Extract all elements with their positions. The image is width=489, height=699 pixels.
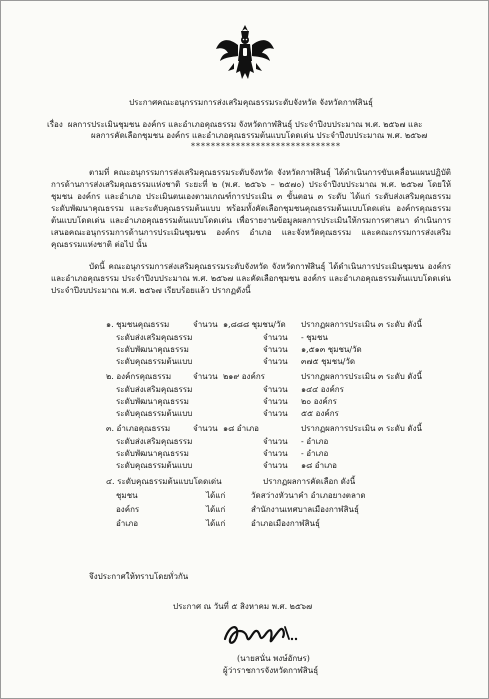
level-amount-label: จำนวน: [263, 461, 288, 470]
level-label: ระดับคุณธรรมต้นแบบ: [116, 409, 193, 418]
outstanding-value: อำเภอเมืองกาฬสินธุ์: [251, 519, 320, 528]
level-value: ๑๘ อำเภอ: [301, 461, 337, 470]
outstanding-value: สำนักงานเทศบาลเมืองกาฬสินธุ์: [251, 505, 359, 514]
result-text-2: ปรากฏผลการประเมิน ๓ ระดับ ดังนี้: [301, 372, 422, 381]
level-value: ๓๗๕ ชุมชน/วัด: [301, 357, 356, 366]
result-heading-3: ๓. อำเภอคุณธรรม: [106, 424, 171, 433]
level-label: ระดับส่งเสริมคุณธรรม: [116, 437, 193, 446]
level-label: ระดับส่งเสริมคุณธรรม: [116, 385, 193, 394]
subject-label: เรื่อง: [47, 120, 63, 129]
result-heading-1: ๑. ชุมชนคุณธรรม: [106, 320, 170, 329]
level-amount-label: จำนวน: [263, 449, 288, 458]
separator: ******************************: [191, 142, 341, 151]
closing-announce: จึงประกาศให้ทราบโดยทั่วกัน: [89, 572, 189, 581]
result-amount-label-2: จำนวน: [193, 372, 218, 381]
handwritten-signature-icon: [219, 617, 299, 651]
result-amount-1: ๑,๘๘๘ ชุมชน/วัด: [223, 320, 286, 329]
level-label: ระดับคุณธรรมต้นแบบ: [116, 461, 193, 470]
level-label: ระดับคุณธรรมต้นแบบ: [116, 357, 193, 366]
announcement-date: ประกาศ ณ วันที่ ๕ สิงหาคม พ.ศ. ๒๕๖๗: [173, 602, 313, 611]
result-amount-2: ๒๑๙ องค์กร: [223, 372, 265, 381]
outstanding-heading: ๔. ระดับคุณธรรมต้นแบบโดดเด่น: [106, 477, 222, 486]
outstanding-label: ชุมชน: [116, 491, 138, 500]
result-text-1: ปรากฏผลการประเมิน ๓ ระดับ ดังนี้: [301, 320, 422, 329]
subject-text-1: ผลการประเมินชุมชน องค์กร และอำเภอคุณธรรม จังหวัดกาฬสินธุ์ ประจำปีงบประมาณ พ.ศ. ๒๕๖๗ และ: [67, 120, 423, 129]
outstanding-value: วัดสว่างหัวนาคำ อำเภอยางตลาด: [251, 491, 366, 500]
level-label: ระดับส่งเสริมคุณธรรม: [116, 333, 193, 342]
subject-line-2: ผลการคัดเลือกชุมชน องค์กร และอำเภอคุณธรรมต้นแบบโดดเด่น ประจำปีงบประมาณ พ.ศ. ๒๕๖๗: [91, 131, 428, 140]
level-value: - อำเภอ: [301, 437, 329, 446]
paragraph-intro: ตามที่ คณะอนุกรรมการส่งเสริมคุณธรรมระดับจังหวัด จังหวัดกาฬสินธุ์ ได้ดำเนินการขับเคลื่อนแผนปฏิบัติการด้านการส่งเสริมคุณธรรมแห่งชาติ ระยะที่ ๒ (พ.ศ. ๒๕๖๖ – ๒๕๗๐) ประจำปีงบประมาณ พ.ศ. ๒๕๖๗ โดยให้ชุมชน องค์กร และอำเภอ ประเมินตนเองตามเกณฑ์การประเมิน ๓ ขั้นตอน ๓ ระดับ ได้แก่ ระดับส่งเสริมคุณธรรม ระดับพัฒนาคุณธรรม และระดับคุณธรรมต้นแบบ พร้อมทั้งคัดเลือกชุมชนคุณธรรมต้นแบบโดดเด่น องค์กรคุณธรรมต้นแบบโดดเด่น และอำเภอคุณธรรมต้นแบบโดดเด่น เพื่อรายงานข้อมูลผลการประเมินให้กรมการศาสนา ดำเนินการเสนอคณะอนุกรรมการด้านการประเมินชุมชน องค์กร อำเภอ และจังหวัดคุณธรรม และคณะกรรมการส่งเสริมคุณธรรมแห่งชาติ ต่อไป นั้น: [51, 168, 451, 249]
announcement-title: ประกาศคณะอนุกรรมการส่งเสริมคุณธรรมระดับจังหวัด จังหวัดกาฬสินธุ์: [129, 98, 373, 107]
outstanding-got: ได้แก่: [206, 505, 226, 514]
level-amount-label: จำนวน: [263, 397, 288, 406]
result-heading-2: ๒. องค์กรคุณธรรม: [106, 372, 172, 381]
level-value: ๕๕ องค์กร: [301, 409, 339, 418]
result-text-3: ปรากฏผลการประเมิน ๓ ระดับ ดังนี้: [301, 424, 422, 433]
result-amount-label-3: จำนวน: [193, 424, 218, 433]
signer-title: ผู้ว่าราชการจังหวัดกาฬสินธุ์: [223, 666, 319, 675]
level-label: ระดับพัฒนาคุณธรรม: [116, 449, 189, 458]
result-amount-label-1: จำนวน: [193, 320, 218, 329]
paragraph-results: บัดนี้ คณะอนุกรรมการส่งเสริมคุณธรรมระดับจังหวัด จังหวัดกาฬสินธุ์ ได้ดำเนินการประเมินชุมชน องค์กร และอำเภอคุณธรรม ประจำปีงบประมาณ พ.ศ. ๒๕๖๗ และคัดเลือกชุมชน องค์กร และอำเภอคุณธรรมต้นแบบโดดเด่น ประจำปีงบประมาณ พ.ศ. ๒๕๖๗ เรียบร้อยแล้ว ปรากฏดังนี้: [51, 262, 451, 295]
level-amount-label: จำนวน: [263, 409, 288, 418]
garuda-emblem-icon: [214, 23, 276, 85]
outstanding-result: ปรากฏผลการคัดเลือก ดังนี้: [263, 477, 356, 486]
outstanding-got: ได้แก่: [206, 491, 226, 500]
subject-line-1: [47, 119, 422, 130]
outstanding-label: อำเภอ: [116, 519, 139, 528]
level-label: ระดับพัฒนาคุณธรรม: [116, 345, 189, 354]
level-amount-label: จำนวน: [263, 333, 288, 342]
level-value: - อำเภอ: [301, 449, 329, 458]
outstanding-got: ได้แก่: [206, 519, 226, 528]
level-amount-label: จำนวน: [263, 437, 288, 446]
level-amount-label: จำนวน: [263, 357, 288, 366]
signer-name: (นายสนั่น พงษ์อักษร): [237, 654, 310, 663]
level-value: - ชุมชน: [301, 333, 328, 342]
level-value: ๒๐ องค์กร: [301, 397, 337, 406]
level-amount-label: จำนวน: [263, 345, 288, 354]
outstanding-label: องค์กร: [116, 505, 140, 514]
level-value: ๑๔๔ องค์กร: [301, 385, 344, 394]
result-amount-3: ๑๘ อำเภอ: [223, 424, 259, 433]
level-value: ๑,๕๑๓ ชุมชน/วัด: [301, 345, 362, 354]
level-label: ระดับพัฒนาคุณธรรม: [116, 397, 189, 406]
level-amount-label: จำนวน: [263, 385, 288, 394]
